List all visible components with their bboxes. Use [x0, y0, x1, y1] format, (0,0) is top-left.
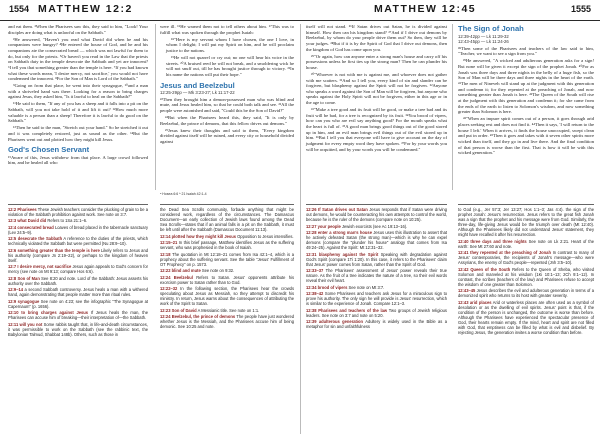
page-number-left: 1554 — [9, 4, 30, 14]
study-notes-column-1 — [8, 204, 148, 338]
section-heading: God's Chosen Servant — [8, 145, 90, 155]
poetry-stanza: ¹⁸"Here is my servant whom I have chosen, the one I love, in whom I delight; I will put my Spirit on him, and he will proclaim justice to the nations. — [166, 36, 294, 53]
study-note: 12:9 synagogue See note on 4:23; see the infographic "The Synagogue at Capernaum" (p. 1656). — [8, 298, 148, 309]
study-note: 12:38–42 Some Pharisees and teachers ask Jesus for a miraculous sign to prove his authority. The only sign he will provide is Jesus' resurrection, which is similar to the experience of Jonah. Compare 12:1–3. — [306, 291, 448, 307]
verse-paragraph: ²⁵Jesus knew their thoughts and said to them, "Every kingdom divided against itself will be ruined, and every city or household divided against — [160, 127, 294, 144]
section-heading: Jesus and Beelzebul — [160, 80, 235, 90]
running-header — [0, 0, 600, 21]
running-title-right: MATTHEW 12:45 — [374, 3, 477, 15]
study-note: 12:42 Queen of the South Refers to the Queen of Sheba, who visited Solomon and marveled at his wisdom (1Ki 10:1–13; 2Ch 9:1–12). In contrast, the scribes (teachers of the law) and Pharisees refuse to accept the wisdom of one greater than Solomon. — [458, 266, 594, 287]
text-column-3 — [306, 24, 447, 154]
study-note: 12:3 what David did Refers to 1Sa 21:1–6. — [8, 218, 88, 224]
study-note: 12:22 blind and mute See note on 9:32. — [160, 268, 235, 274]
study-note: to God (e.g., Jer 57:3; Jer 13:27; Hos 1:1–3; Jas 4:4). the sign of the prophet Jonah: Jesus's resurrection. Jesus refers to the great fish Jonah was a sign that the prophet and his message were from God. Similarly, the three-day, life-giving Jesus would be the triumph over death (Mt 12:40). Although the Pharisees likely did not understand Jesus' statement, they might have recalled it after his resurrection. — [458, 207, 594, 238]
text-column-1 — [8, 24, 148, 167]
verse-paragraph: ³⁹He answered, "A wicked and adulterous generation asks for a sign! But none will be given it except the sign of the prophet Jonah. ⁴⁰For as Jonah was three days and three nights in the belly of a huge fish, so the Son of Man will be three days and three nights in the heart of the earth. ⁴¹The men of Nineveh will stand up at the judgment with this generation and condemn it; for they repented at the preaching of Jonah, and now something greater than Jonah is here. ⁴²The Queen of the South will rise at the judgment with this generation and condemn it; for she came from the ends of the earth to listen to Solomon's wisdom, and now something greater than Solomon is here. — [458, 58, 594, 115]
verse-paragraph: ³⁸Then some of the Pharisees and teachers of the law said to him, "Teacher, we want to see a sign from you." — [458, 45, 594, 57]
study-note: the Dead Sea Scrolls community, forbade anything that might be considered work, regardless of the circumstances. The Damascus Document—an early collection of Jewish laws found among the Dead Sea Scrolls—states that if an animal falls in a pit on the Sabbath, it must be left until after the Sabbath (Damascus Document 11:13). — [160, 207, 294, 233]
poetry-stanza: ¹⁹He will not quarrel or cry out; no one will hear his voice in the streets. ²⁰A bruised reed he will not break, and a smoldering wick he will not snuff out, till he has brought justice through to victory. ²¹In his name the nations will put their hope." — [166, 54, 294, 77]
study-note: 12:23 Son of David A Messianic title. See note on 1:1. — [160, 307, 260, 313]
study-note: 12:6 something greater than the temple is here Likely refers to Jesus and his authority (compare Jn 2:19–22), or perhaps to the kingdom of heaven itself. — [8, 247, 149, 263]
study-note: 12:22–32 In the following section, the Pharisees hear the crowds speculating about Jesus as Messiah, so they attempt to discredit his ministry. In return, Jesus warns about the consequences of attributing the work of the Spirit to Satan. — [160, 286, 294, 307]
study-note: 12:10 to bring charges against Jesus If Jesus heals the man, the Pharisees can accuse him of breaking—their interpretation of—the Sabbath. — [8, 310, 148, 321]
verse-paragraph: ³⁰"Whoever is not with me is against me, and whoever does not gather with me scatters. ³¹And so I tell you, every kind of sin and slander can be forgiven, but blasphemy against the Spirit will not be forgiven. ³²Anyone who speaks a word against the Son of Man will be forgiven, but anyone who speaks against the Holy Spirit will not be forgiven, either in this age or in the age to come. — [306, 71, 447, 106]
study-note: 12:24 Beelzebul, the prince of demons The people have just wondered whether Jesus is the Messiah, and the Pharisees accuse him of being demonic. See 10:25 and note. — [160, 314, 294, 330]
verse-paragraph: ¹³Then he said to the man, "Stretch out your hand." So he stretched it out and it was completely restored, just as sound as the other. ¹⁴But the Pharisees went out and plotted how they might kill Jesus. — [8, 125, 148, 142]
study-note: 12:27 your people Jewish exorcists (see Ac 19:13–16). — [306, 223, 408, 229]
verse-paragraph: itself will not stand. ²⁶If Satan drives out Satan, he is divided against himself. How then can his kingdom stand? ²⁷And if I drive out demons by Beelzebul, by whom do your people drive them out? So then, they will be your judges. ²⁸But if it is by the Spirit of God that I drive out demons, then the kingdom of God has come upon you. — [306, 24, 447, 52]
verse-paragraph: ²²Then they brought him a demon-possessed man who was blind and mute, and Jesus healed him, so that he could both talk and see. ²³All the people were astonished and said, "Could this be the Son of David?" — [160, 96, 294, 113]
page-gutter — [300, 24, 301, 434]
study-note: 12:24 Beelzebul Refers to Satan. Jesus' opponents attribute his exorcism power to Satan rather than to God. — [160, 274, 294, 285]
verse-paragraph: ⁴³"When an impure spirit comes out of a person, it goes through arid places seeking rest and does not find it. ⁴⁴Then it says, 'I will return to the house I left.' When it arrives, it finds the house unoccupied, swept clean and put in order. ⁴⁵Then it goes and takes with it seven other spirits more wicked than itself, and they go in and live there. And the final condition of that person is worse than the first. That is how it will be with this wicked generation." — [458, 116, 594, 156]
study-note: 12:2 Pharisees These Jewish teachers consider the plucking of grain to be a violation of the Sabbath prohibition against work. See note on 3:7. — [8, 207, 148, 218]
study-note: 12:18 The quotation in Mt 12:18–21 comes from Isa 42:1–4, which is a prophecy about the suffering servant. See the table "Jesus' Fulfillment of OT Prophecy" on p. 1573. — [160, 251, 294, 267]
study-note: 12:43–45 Jesus describes the evil and adulterous generation in terms of a demonized spirit who returns to its host with greater severity. — [458, 288, 594, 299]
study-note: 12:38 Pharisees and teachers of the law Two groups of Jewish religious leaders. See note on 3:7 and note on 5:20. — [306, 307, 447, 318]
verse-paragraph: ³He answered, "Haven't you read what David did when he and his companions were hungry? ⁴He entered the house of God, and he and his companions ate the consecrated bread — which was not lawful for them to do, but only for the priests. ⁵Or haven't you read in the Law that the priests on Sabbath duty in the temple desecrate the Sabbath and yet are innocent? ⁶I tell you that something greater than the temple is here. ⁷If you had known what these words mean, 'I desire mercy, not sacrifice,' you would not have condemned the innocent. ⁸For the Son of Man is Lord of the Sabbath." — [8, 36, 148, 82]
parallel-passage-ref: 12:39-42pp — Lk 11:29-32 12:43-45pp — Lk 11:24-26 — [458, 33, 509, 45]
study-note: 12:14 plotted how they might kill Jesus Opposition to Jesus intensifies. — [160, 233, 294, 239]
parallel-passage-ref: 12:25-29pp — Mk 3:23-27; Lk 11:17-22 — [160, 90, 235, 95]
study-note: 12:41 they repented at the preaching of Jonah In contrast to many of Jesus' contemporaries, the recipients of Jonah's message—who were Assyrians, the enemy of God's people—repented (Jnh 3:5–10). — [458, 250, 594, 266]
verse-paragraph: ²⁴But when the Pharisees heard this, they said, "It is only by Beelzebul, the prince of demons, that this fellow drives out demons." — [160, 114, 294, 126]
section-heading: The Sign of Jonah — [458, 24, 524, 33]
study-note: 12:4 consecrated bread Loaves of bread placed in the tabernacle sanctuary (Lev 24:5–9). — [8, 224, 148, 235]
study-notes-column-4 — [458, 204, 594, 336]
column-divider — [452, 24, 453, 190]
study-note: 12:33–37 The Pharisees' assessment of Jesus' power reveals their true nature. As the fruit of a tree indicates the nature of a tree, so their evil words reveal their evil heart. — [306, 268, 447, 284]
page-number-right: 1555 — [570, 4, 591, 14]
verse-paragraph: ¹¹He said to them, "If any of you has a sheep and it falls into a pit on the Sabbath, will you not take hold of it and lift it out? ¹²How much more valuable is a person than a sheep! Therefore it is lawful to do good on the Sabbath." — [8, 101, 148, 124]
study-note: 12:28 enter a strong man's house Jesus uses this illustration to assert that he actively defeated Satan (the strong man)—which is why he can expel demons (compare the "plunder his house" analogy that comes from Isa 49:24–25). Against the Spirit: Mt 12:31–32. — [306, 229, 447, 251]
study-note: 12:11 will you not Some rabbis taught that, in life-and-death circumstances, it was permissible to work on the Sabbath (see the rabbinic text, the Babylonian Talmud, Shabbat 148b). Others, such as those in — [8, 321, 148, 337]
text-column-4 — [458, 24, 594, 157]
verse-paragraph: and eat them. ²When the Pharisees saw this, they said to him, "Look! Your disciples are doing what is unlawful on the Sabbath." — [8, 24, 148, 35]
footnotes: ᵃ Hosea 6:6 ᵇ 21 Isaiah 42:1-4 — [160, 192, 207, 196]
study-notes-column-3 — [306, 204, 447, 331]
column-divider — [155, 24, 156, 190]
verse-paragraph: were ill. ¹⁶He warned them not to tell others about him. ¹⁷This was to fulfill what was spoken through the prophet Isaiah: — [160, 24, 294, 35]
study-note: 12:7 I desire mercy, not sacrifice Jesus again appeals to God's concern for mercy (see note on Mt 9:13; compare Hos 6:6). — [8, 264, 148, 275]
verse-paragraph: ¹⁵Aware of this, Jesus withdrew from that place. A large crowd followed him, and he healed all who — [8, 154, 148, 166]
study-note: 12:5 desecrate the Sabbath A reference to the duties of the priests, which technically violated the Sabbath but were permitted (Nu 28:9–10). — [8, 236, 148, 247]
study-note: 12:34 brood of vipers See note on Mt 3:7. — [306, 284, 385, 290]
study-note: 12:15–21 In this brief passage, Matthew identifies Jesus as the suffering servant, who was prophesied in the book of Isaiah. — [160, 240, 294, 251]
verse-paragraph: ⁹Going on from that place, he went into their synagogue, ¹⁰and a man with a shriveled hand was there. Looking for a reason to bring charges against Jesus, they asked him, "Is it lawful to heal on the Sabbath?" — [8, 83, 148, 100]
study-note: 12:8 Son of Man See 8:20 and note. Lord of the Sabbath: Jesus asserts his authority over the Sabbath. — [8, 275, 149, 286]
running-title-left: MATTHEW 12:2 — [38, 3, 133, 15]
study-notes-column-2 — [160, 204, 294, 331]
study-note: 12:26 If Satan drives out Satan Jesus responds that if Satan were driving out demons, he would be counteracting his own attempts to control the world, because he is the ruler of the demons (compare note on 10:25). — [306, 207, 447, 223]
study-note: 12:40 three days and three nights See note on Lk 2:21. Heart of the earth: See Mt 27:60 and note. — [458, 238, 595, 249]
study-note: 12:31 blasphemy against the Spirit Speaking with degradation against God's Spirit (compare 1Ti 1:20). In this case, it refers to the Pharisees' claim that Jesus' power comes from Satan, rather than the Spirit of God. — [306, 251, 448, 267]
text-column-2 — [160, 24, 294, 146]
verse-paragraph: ³³"Make a tree good and its fruit will be good, or make a tree bad and its fruit will be bad, for a tree is recognized by its fruit. ³⁴You brood of vipers, how can you who are evil say anything good? For the mouth speaks what the heart is full of. ³⁵A good man brings good things out of the good stored up in him, and an evil man brings evil things out of the evil stored up in him. ³⁶But I tell you that everyone will have to give account on the day of judgment for every empty word they have spoken. ³⁷For by your words you will be acquitted, and by your words you will be condemned." — [306, 107, 447, 152]
study-note: 12:39 adulterous generation Adultery is widely used in the Bible as a metaphor for sin and unfaithfulness — [306, 319, 447, 330]
verse-paragraph: ²⁹"Or again, how can anyone enter a strong man's house and carry off his possessions unless he first ties up the strong man? Then he can plunder his house. — [306, 53, 447, 70]
study-note: 12:43 arid places Arid or waterless places are often used as a symbol of desolation or as the dwelling of evil spirits. Jesus' point is that, if the condition of the person is unchanged, the outcome is worse than before. Although the Pharisees have experienced the spectacular presence of God, their hearts remain empty. If the mind, heart and spirit are not filled with God, that emptiness can be filled by what is evil and disbelief. By rejecting Jesus, the generation invites a worse condition than before. — [458, 299, 594, 336]
study-note: 12:9–14 a second Sabbath controversy. Jesus heals a man with a withered hand, again demonstrating that people matter more than ritual rules. — [8, 287, 148, 298]
